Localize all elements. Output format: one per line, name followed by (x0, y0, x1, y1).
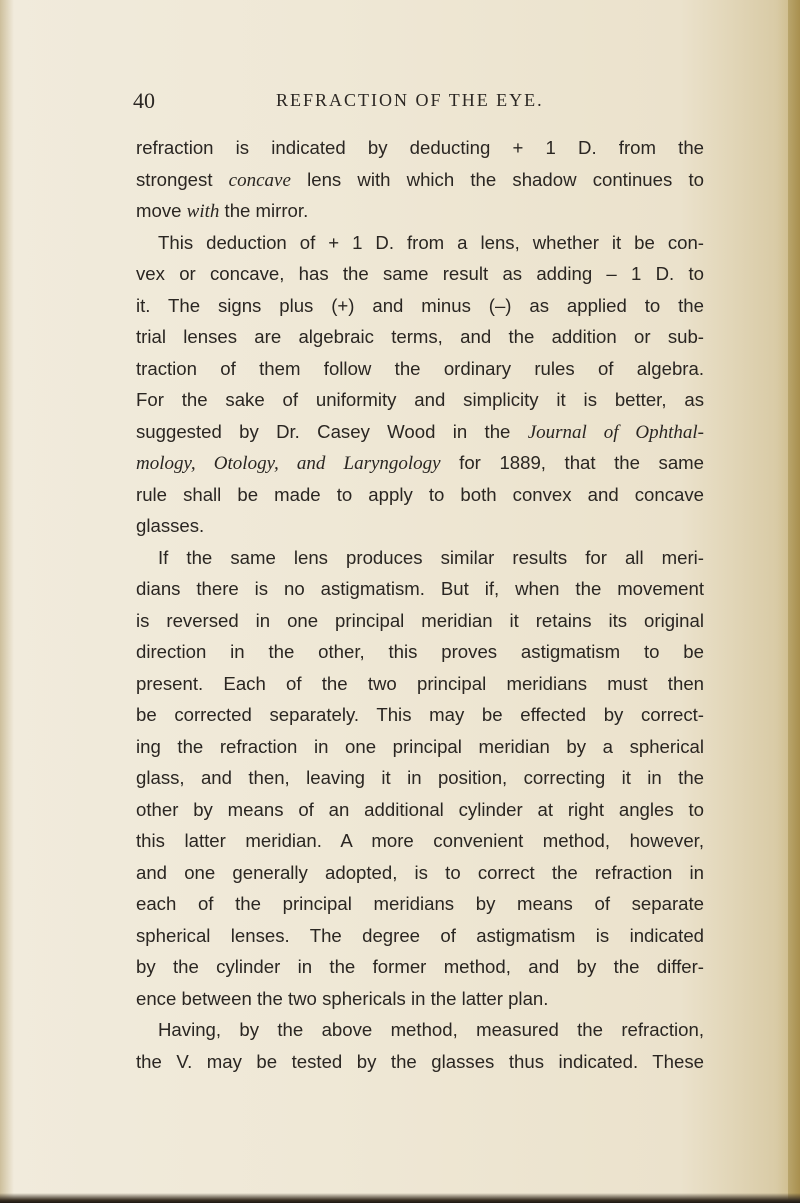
text-line (136, 290, 704, 322)
text-segment: If the same lens produces similar results for all meri- (158, 546, 704, 568)
text-segment: other by means of an additional cylinder at right angles to (136, 798, 704, 820)
text-line (136, 605, 704, 637)
text-segment: spherical lenses. The degree of astigmatism is indicated (136, 924, 704, 946)
bottom-shadow (0, 1193, 800, 1203)
running-head: REFRACTION OF THE EYE. (276, 90, 544, 110)
text-line (136, 731, 704, 763)
text-segment: the mirror. (219, 200, 309, 221)
text-segment: lens with which the shadow continues to (290, 168, 704, 190)
text-line (136, 636, 704, 668)
text-line (136, 699, 704, 731)
text-segment: and one generally adopted, is to correct the refraction in (136, 861, 704, 883)
text-segment: trial lenses are algebraic terms, and the addition or sub- (136, 326, 704, 347)
text-segment: move (136, 200, 187, 221)
text-segment: is reversed in one principal meridian it retains its original (136, 609, 704, 631)
text-line (136, 447, 704, 479)
text-line (136, 416, 704, 448)
text-segment: refraction is indicated by deducting + 1 D. from the (136, 137, 704, 158)
body-text (136, 132, 704, 1077)
text-line (136, 227, 704, 259)
text-segment: strongest (136, 168, 229, 190)
text-segment: traction of them follow the ordinary rules of algebra. (136, 357, 704, 379)
text-segment: present. Each of the two principal meridians must then (136, 672, 704, 694)
text-line (136, 258, 704, 290)
text-segment: glass, and then, leaving it in position, correcting it in the (136, 767, 704, 788)
text-line (136, 825, 704, 857)
italic-text: concave (228, 169, 291, 191)
text-segment: suggested by Dr. Casey Wood in the (136, 420, 528, 442)
text-line (136, 164, 704, 196)
text-line (136, 479, 704, 511)
text-segment: by the cylinder in the former method, and by the differ- (136, 956, 704, 977)
text-segment: dians there is no astigmatism. But if, when the movement (136, 578, 704, 599)
text-line (136, 353, 704, 385)
page-number: 40 (133, 88, 155, 113)
text-segment: ing the refraction in one principal meridian by a spherical (136, 735, 704, 757)
text-line (136, 1046, 704, 1078)
text-line (136, 321, 704, 353)
text-line (136, 510, 704, 542)
text-segment: glasses. (136, 515, 205, 536)
text-segment: be corrected separately. This may be effected by correct- (136, 704, 704, 725)
text-line (136, 951, 704, 983)
text-line (136, 888, 704, 920)
text-line (136, 762, 704, 794)
italic-text: Journal of Ophthal- (527, 421, 704, 443)
text-segment: ence between the two sphericals in the latter plan. (136, 987, 549, 1009)
text-segment: direction in the other, this proves astigmatism to be (136, 641, 704, 662)
text-line (136, 384, 704, 416)
text-line (136, 920, 704, 952)
text-segment: each of the principal meridians by means of separate (136, 893, 704, 914)
text-segment: This deduction of + 1 D. from a lens, whether it be con- (158, 231, 704, 253)
text-segment: rule shall be made to apply to both convex and concave (136, 483, 704, 505)
italic-text: mology, Otology, and Laryngology (136, 453, 441, 474)
text-line (136, 794, 704, 826)
italic-text: with (186, 201, 220, 222)
text-segment: vex or concave, has the same result as adding – 1 D. to (136, 263, 704, 284)
text-segment: For the sake of uniformity and simplicity it is better, as (136, 389, 704, 410)
text-line (136, 542, 704, 574)
text-segment: for 1889, that the same (440, 452, 704, 473)
page-edge (788, 0, 800, 1203)
gutter-shadow (0, 0, 14, 1203)
text-line (136, 857, 704, 889)
page-header (133, 88, 713, 118)
text-line (136, 983, 704, 1015)
text-segment: Having, by the above method, measured the refraction, (158, 1019, 704, 1040)
text-line (136, 195, 704, 227)
text-line (136, 668, 704, 700)
text-segment: it. The signs plus (+) and minus (–) as applied to the (136, 294, 704, 316)
text-segment: this latter meridian. A more convenient method, however, (136, 830, 704, 851)
text-line (136, 573, 704, 605)
text-line (136, 1014, 704, 1046)
text-segment: the V. may be tested by the glasses thus indicated. These (136, 1050, 704, 1072)
text-line (136, 132, 704, 164)
